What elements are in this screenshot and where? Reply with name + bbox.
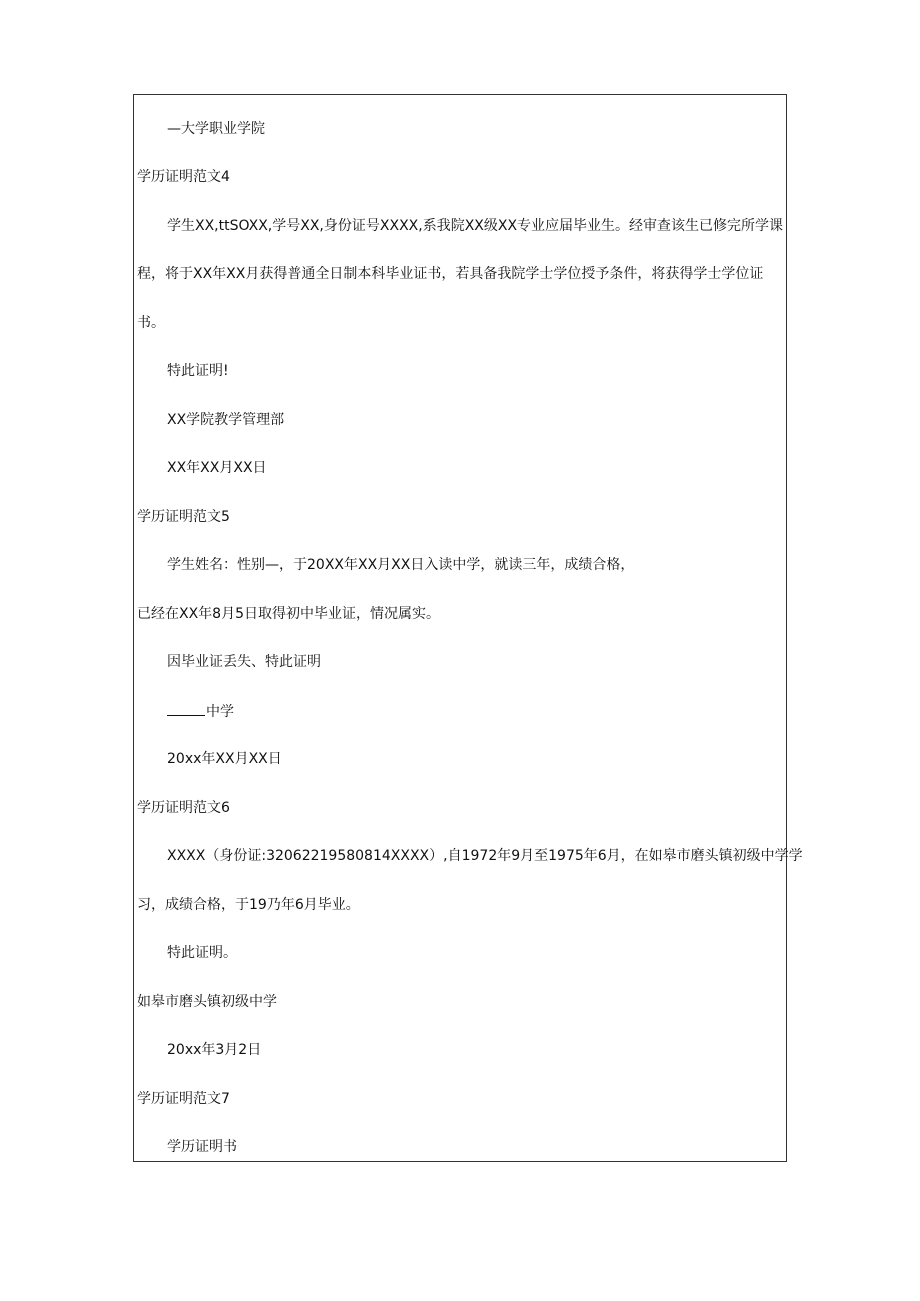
paragraph-line: 已经在XX年8月5日取得初中毕业证，情况属实。 (137, 606, 440, 622)
college-name-line: —大学职业学院 (167, 121, 265, 137)
section-heading-5: 学历证明范文5 (137, 509, 230, 525)
paragraph-line: 程，将于XX年XX月获得普通全日制本科毕业证书，若具备我院学士学位授予条件，将获得学士学位证 (137, 266, 764, 282)
certify-line: 因毕业证丢失、特此证明 (167, 654, 321, 670)
paragraph-line: 习，成绩合格，于19乃年6月毕业。 (137, 897, 360, 913)
issuer-line: 如皋市磨头镇初级中学 (137, 994, 277, 1010)
paragraph-line: 书。 (137, 315, 165, 331)
certificate-title-line: 学历证明书 (167, 1139, 237, 1155)
blank-underline (167, 701, 205, 716)
school-line-text: 中学 (206, 704, 234, 720)
paragraph-line: 学生XX,ttSOXX,学号XX,身份证号XXXX,系我院XX级XX专业应届毕业生。经审查该生已修完所学课 (167, 218, 784, 234)
date-line: XX年XX月XX日 (167, 460, 267, 476)
certify-line: 特此证明! (167, 363, 229, 379)
paragraph-line: 学生姓名：性别—，于20XX年XX月XX日入读中学，就读三年，成绩合格， (167, 557, 635, 573)
section-heading-6: 学历证明范文6 (137, 800, 230, 816)
issuer-line: XX学院教学管理部 (167, 412, 285, 428)
section-heading-4: 学历证明范文4 (137, 169, 230, 185)
document-frame (133, 94, 803, 1162)
school-line (167, 701, 234, 722)
date-line: 20xx年XX月XX日 (167, 751, 282, 767)
section-heading-7: 学历证明范文7 (137, 1091, 230, 1107)
paragraph-line: XXXX（身份证:32062219580814XXXX）,自1972年9月至1975年6月，在如皋市磨头镇初级中学学 (167, 848, 803, 864)
certify-line: 特此证明。 (167, 945, 237, 961)
date-line: 20xx年3月2日 (167, 1042, 262, 1058)
